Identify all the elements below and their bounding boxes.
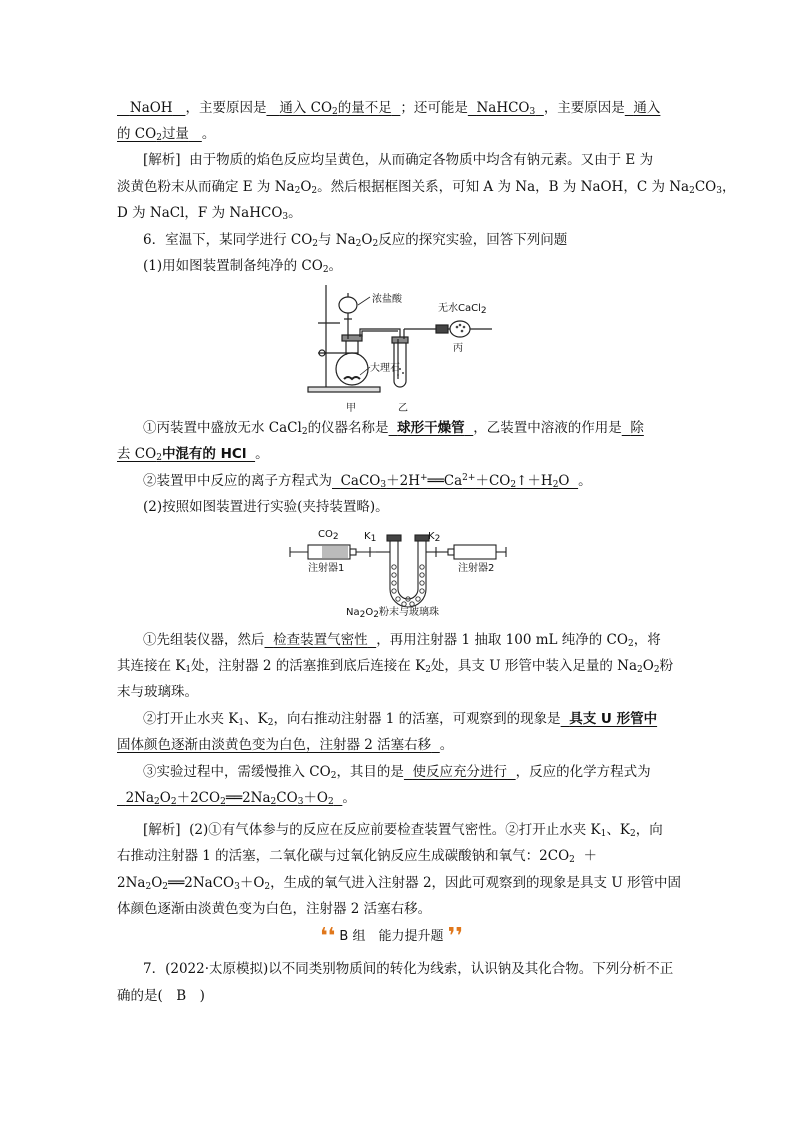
section-header xyxy=(320,925,480,947)
label-anhydrous-cacl2: 无水CaCl$_2$ xyxy=(438,303,487,316)
label-jia: 甲 xyxy=(346,403,356,414)
analysis-2-line-1: [解析] (2)①有气体参与的反应在反应前要检查装置气密性。②打开止水夹 $K_1$、$K_2$，向 xyxy=(143,822,663,839)
label-marble: 大理石 xyxy=(370,363,400,374)
q6-1-sub-2: ②装置甲中反应的离子方程式为 $CaCO_3+2H^+══Ca^{2+}+CO_2↑+H_2O$ 。 xyxy=(143,473,592,490)
u-tube-apparatus-figure xyxy=(288,527,508,620)
q6-part-2: (2)按照如图装置进行实验(夹持装置略)。 xyxy=(143,499,389,515)
q6-2-sub-1-cont-2: 末与玻璃珠。 xyxy=(117,684,198,700)
q6-2-sub-2: ②打开止水夹 $K_1$、$K_2$，向右推动注射器 1 的活塞，可观察到的现象是 具支 U 形管中 xyxy=(143,711,658,728)
label-na2o2-powder: $Na_2O_2$粉末与玻璃珠 xyxy=(346,607,439,620)
q7-line-1: 7．(2022·太原模拟)以不同类别物质间的转化为线索，认识钠及其化合物。下列分析不正 xyxy=(143,961,674,977)
q6-1-sub-1-cont: 去 $CO_2$中混有的 HCl 。 xyxy=(117,446,269,463)
q6-2-sub-1-cont: 其连接在 $K_1$处，注射器 2 的活塞推到底后连接在 $K_2$处，具支 U 形管中装入足量的 $Na_2O_2$粉 xyxy=(117,658,674,675)
label-co2: $CO_2$ xyxy=(318,529,339,542)
close-quote-icon: ❜❜ xyxy=(447,923,463,949)
q7-line-2: 确的是( B ) xyxy=(117,988,205,1004)
label-k1: $K_1$ xyxy=(364,531,377,544)
label-syringe-1: 注射器1 xyxy=(308,563,345,574)
analysis-1-line-1: [解析] 由于物质的焰色反应均呈黄色，从而确定各物质中均含有钠元素。又由于 E 为 xyxy=(143,152,654,168)
analysis-2-line-2: 右推动注射器 1 的活塞，二氧化碳与过氧化钠反应生成碳酸钠和氧气：$2CO_2$ ＋ xyxy=(117,848,597,865)
q5-answer-line-2: 的 $CO_2$过量 。 xyxy=(117,126,216,143)
q6-2-sub-3-cont: $2Na_2O_2+2CO_2══2Na_2CO_3+O_2$ 。 xyxy=(125,790,356,807)
q6-part-1: (1)用如图装置制备纯净的 $CO_2$。 xyxy=(143,258,343,275)
q6-2-sub-2-cont: 固体颜色逐渐由淡黄色变为白色，注射器 2 活塞右移 。 xyxy=(117,737,454,753)
label-bing: 丙 xyxy=(453,343,463,354)
label-syringe-2: 注射器2 xyxy=(458,563,495,574)
section-title: B 组 能力提升题 xyxy=(339,929,444,944)
q6-stem: 6．室温下，某同学进行 $CO_2$与 $Na_2O_2$反应的探究实验，回答下列问题 xyxy=(143,232,568,249)
q6-2-sub-3: ③实验过程中，需缓慢推入 $CO_2$，其目的是 使反应充分进行 ，反应的化学方程式为 xyxy=(143,764,651,781)
label-k2: $K_2$ xyxy=(428,531,441,544)
q6-1-sub-1: ①丙装置中盛放无水 CaCl$_2$的仪器名称是 球形干燥管 ，乙装置中溶液的作用是 除 xyxy=(143,420,644,437)
analysis-2-line-4: 体颜色逐渐由淡黄色变为白色，注射器 2 活塞右移。 xyxy=(117,901,432,917)
analysis-1-line-2: 淡黄色粉末从而确定 E 为 $Na_2O_2$。然后根据框图关系，可知 A 为 Na，B 为 NaOH，C 为 $Na_2CO_3$， xyxy=(117,179,736,196)
label-yi: 乙 xyxy=(398,403,408,414)
open-quote-icon: ❛❛ xyxy=(320,923,336,949)
co2-generation-apparatus-figure xyxy=(300,283,500,413)
q6-2-sub-1: ①先组装仪器，然后 检查装置气密性 ，再用注射器 1 抽取 100 mL 纯净的 $CO_2$，将 xyxy=(143,632,661,649)
q5-answer-line-1: NaOH ，主要原因是 通入 $CO_2$的量不足 ；还可能是 NaHCO$_3$ ，主要原因是 通入 xyxy=(129,100,661,117)
analysis-1-line-3: D 为 NaCl，F 为 NaHCO$_3$。 xyxy=(117,205,302,222)
analysis-2-line-3: $2Na_2O_2══2NaCO_3+O_2$，生成的氧气进入注射器 2，因此可观察到的现象是具支 U 形管中固 xyxy=(117,875,681,892)
label-conc-hcl: 浓盐酸 xyxy=(372,294,402,305)
